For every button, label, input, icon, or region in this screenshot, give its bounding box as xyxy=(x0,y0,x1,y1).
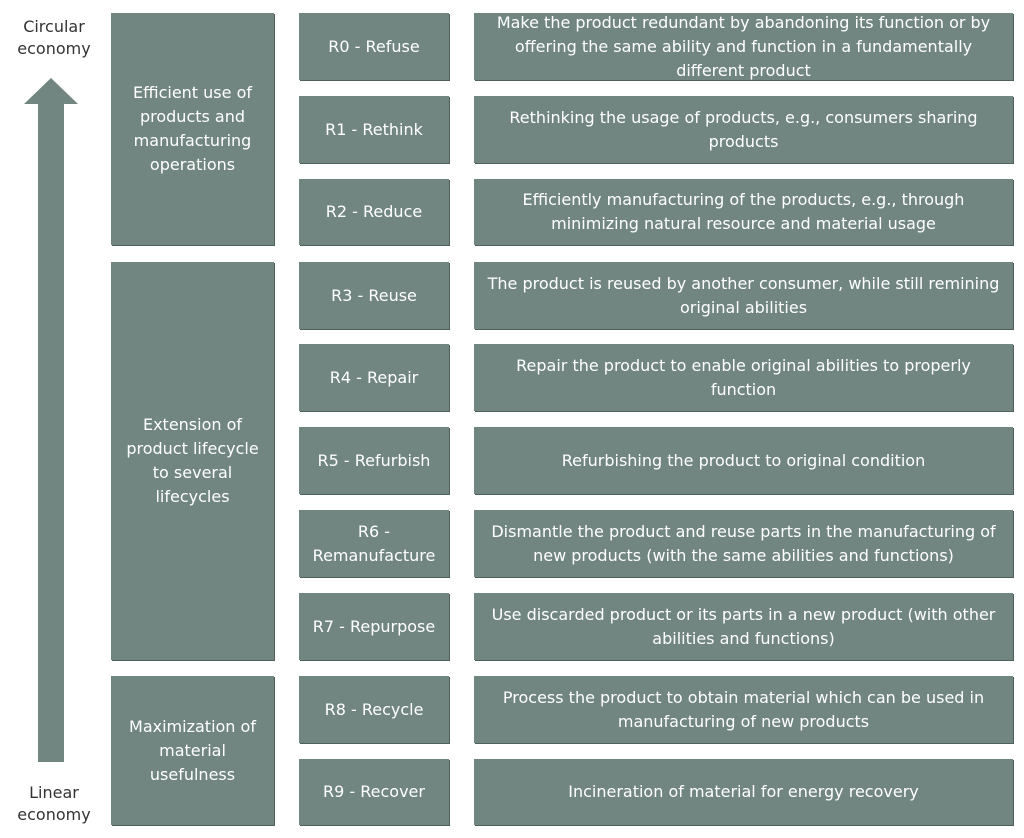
category-label: Efficient use of products and manufacturing operations xyxy=(133,83,252,174)
description-r5 xyxy=(474,427,1013,494)
strategy-r7 xyxy=(299,593,449,660)
category-lifecycle-extension xyxy=(111,262,274,660)
strategy-name: R4 - Repair xyxy=(329,367,419,387)
strategy-name: R6 - Remanufacture xyxy=(312,521,436,565)
category-label: Extension of product lifecycle to several lifecycles xyxy=(126,415,259,506)
circular-economy-label: Circular economy xyxy=(17,17,91,58)
description-r2 xyxy=(474,179,1013,245)
strategy-r9 xyxy=(299,759,449,825)
strategy-description: Repair the product to enable original abilities to properly function xyxy=(516,355,971,399)
strategy-name: R5 - Refurbish xyxy=(317,450,431,470)
strategy-description: Process the product to obtain material which can be used in manufacturing of new products xyxy=(502,687,985,731)
description-r1 xyxy=(474,96,1013,163)
strategy-description: Refurbishing the product to original condition xyxy=(561,450,926,470)
strategy-r4 xyxy=(299,344,449,411)
description-r3 xyxy=(474,262,1013,329)
strategy-description: Incineration of material for energy recovery xyxy=(568,782,919,801)
description-r7 xyxy=(474,593,1013,660)
strategy-name: R0 - Refuse xyxy=(328,36,420,56)
strategy-description: Dismantle the product and reuse parts in the manufacturing of new products (with the same abilities and functions) xyxy=(491,521,996,565)
strategy-description: Efficiently manufacturing of the products, e.g., through minimizing natural resource and material usage xyxy=(522,190,965,233)
up-arrow-icon xyxy=(24,78,78,762)
description-r0 xyxy=(474,13,1013,80)
strategy-description: Make the product redundant by abandoning its function or by offering the same ability and function in a fundamentally different product xyxy=(496,12,991,80)
strategy-r8 xyxy=(299,676,449,743)
strategy-description: The product is reused by another consumer, while still remining original abilities xyxy=(487,273,1000,317)
strategy-description: Rethinking the usage of products, e.g., consumers sharing products xyxy=(509,107,978,151)
strategy-description: Use discarded product or its parts in a new product (with other abilities and functions) xyxy=(491,604,996,648)
strategy-name: R8 - Recycle xyxy=(324,699,424,719)
strategy-name: R2 - Reduce xyxy=(325,202,423,221)
description-r4 xyxy=(474,344,1013,411)
linear-economy-label: Linear economy xyxy=(17,783,91,824)
strategy-r6 xyxy=(299,510,449,577)
strategy-r2 xyxy=(299,179,449,245)
strategy-name: R7 - Repurpose xyxy=(312,616,436,636)
strategy-r1 xyxy=(299,96,449,163)
description-r8 xyxy=(474,676,1013,743)
strategy-name: R1 - Rethink xyxy=(325,119,423,139)
category-efficient-use xyxy=(111,13,274,245)
strategy-r3 xyxy=(299,262,449,329)
category-material-usefulness xyxy=(111,676,274,825)
category-label: Maximization of material usefulness xyxy=(129,716,256,784)
strategy-name: R9 - Recover xyxy=(323,782,425,801)
strategy-r0 xyxy=(299,13,449,80)
strategy-r5 xyxy=(299,427,449,494)
strategy-name: R3 - Reuse xyxy=(331,285,417,305)
description-r9 xyxy=(474,759,1013,825)
description-r6 xyxy=(474,510,1013,577)
